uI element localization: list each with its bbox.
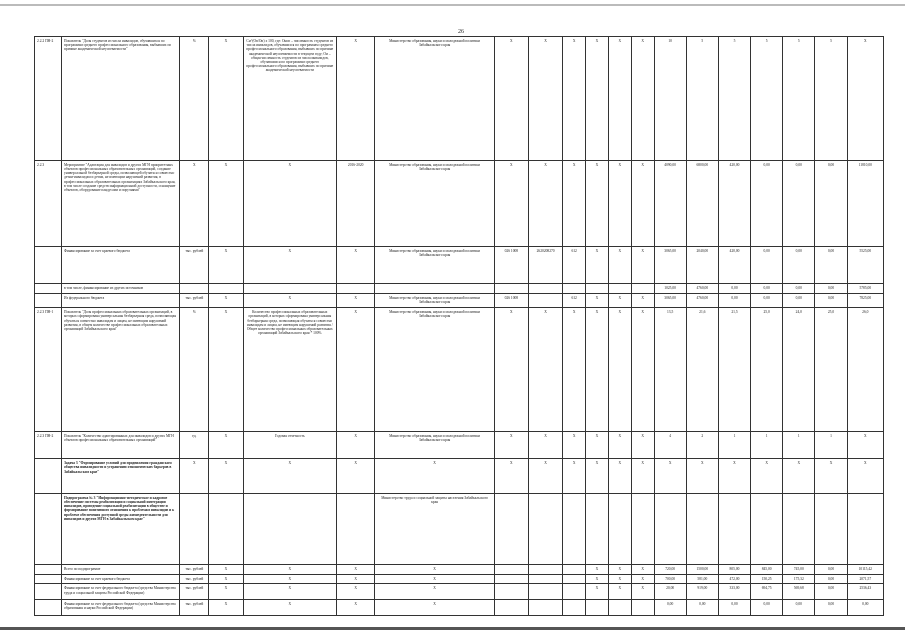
row-name-cell: Финансирование за счет федерального бюджета (средства Министерства образования и науки Российской Федерации): [61, 600, 179, 616]
table-row: [35, 283, 884, 293]
unit-cell: Х: [180, 160, 209, 246]
value-cell: Х: [847, 37, 883, 161]
value-cell: 0,00: [815, 160, 847, 246]
value-cell: Х: [815, 459, 847, 494]
unit-cell: ед.: [180, 431, 209, 458]
code-cell: Х: [494, 160, 528, 246]
value-cell: [686, 493, 718, 564]
source-cell: Х: [209, 160, 243, 246]
code-cell: [528, 493, 562, 564]
value-cell: 5: [718, 37, 750, 161]
value-cell: 0,00: [718, 294, 750, 308]
executor-cell: Х: [375, 459, 494, 494]
value-cell: 720,00: [654, 565, 686, 575]
unit-cell: [180, 283, 209, 293]
method-cell: Х: [243, 565, 336, 575]
value-cell: 1025,00: [654, 283, 686, 293]
code-cell: [608, 600, 631, 616]
code-cell: 026 1008: [494, 246, 528, 283]
code-cell: Х: [631, 160, 654, 246]
value-cell: 0,00: [751, 246, 783, 283]
value-cell: 700,00: [654, 574, 686, 584]
row-number-cell: [35, 459, 62, 494]
value-cell: 5525,00: [847, 246, 883, 283]
table-row: [35, 294, 884, 308]
code-cell: Х: [586, 431, 609, 458]
row-name-cell: Показатель "Доля профессиональных образовательных организаций, в которых сформирована универсальная безбарьерная среда, позволяющая обучаться совместно инвалидам и лицам, не имеющим нарушений развития, в общем количестве профессиональных образовательных организаций Забайкальского края": [61, 308, 179, 432]
value-cell: 805,00: [718, 565, 750, 575]
value-cell: 0,00: [783, 600, 815, 616]
value-cell: [783, 493, 815, 564]
code-cell: [494, 283, 528, 293]
top-scan-edge: [0, 4, 905, 6]
code-cell: Х: [608, 37, 631, 161]
code-cell: [528, 294, 562, 308]
table-row: [35, 600, 884, 616]
value-cell: 2: [686, 431, 718, 458]
unit-cell: %: [180, 37, 209, 161]
code-cell: 612: [563, 294, 586, 308]
method-cell: Х: [243, 600, 336, 616]
code-cell: Х: [563, 431, 586, 458]
term-cell: Х: [337, 431, 375, 458]
code-cell: [494, 584, 528, 600]
term-cell: Х: [337, 294, 375, 308]
code-cell: Х: [586, 160, 609, 246]
table-row: [35, 459, 884, 494]
executor-cell: Х: [375, 584, 494, 600]
unit-cell: тыс. рублей: [180, 565, 209, 575]
code-cell: Х: [494, 37, 528, 161]
code-cell: Х: [528, 431, 562, 458]
value-cell: 3065,00: [654, 294, 686, 308]
value-cell: 333,00: [718, 584, 750, 600]
unit-cell: тыс. рублей: [180, 600, 209, 616]
code-cell: Х: [608, 565, 631, 575]
table-row: [35, 431, 884, 458]
source-cell: Х: [209, 600, 243, 616]
code-cell: Х: [528, 160, 562, 246]
code-cell: Х: [563, 308, 586, 432]
value-cell: [847, 493, 883, 564]
value-cell: Х: [686, 459, 718, 494]
term-cell: [337, 283, 375, 293]
code-cell: Х: [586, 565, 609, 575]
code-cell: Х: [608, 431, 631, 458]
value-cell: 7825,00: [847, 294, 883, 308]
code-cell: Х: [586, 574, 609, 584]
row-number-cell: [35, 574, 62, 584]
value-cell: 0,00: [783, 246, 815, 283]
term-cell: [337, 493, 375, 564]
value-cell: 0,00: [815, 246, 847, 283]
method-cell: Количество профессиональных образовательных организаций, в которых сформирована универсальная безбарьерная среда, позволяющая обучаться совместно инвалидам и лицам, не имеющим нарушений развития / Общее количество профессиональных образовательных организаций Забайкальского края * 100%: [243, 308, 336, 432]
source-cell: Х: [209, 459, 243, 494]
code-cell: [563, 283, 586, 293]
value-cell: 0,00: [718, 283, 750, 293]
source-cell: Х: [209, 37, 243, 161]
source-cell: [209, 493, 243, 564]
value-cell: 845,00: [751, 565, 783, 575]
code-cell: [608, 283, 631, 293]
value-cell: 5: [815, 37, 847, 161]
executor-cell: Министерство образования, науки и молодежной политики Забайкальского края: [375, 37, 494, 161]
value-cell: [718, 493, 750, 564]
value-cell: 0,00: [783, 294, 815, 308]
table-row: [35, 246, 884, 283]
row-name-cell: Финансирование за счет краевого бюджета: [61, 574, 179, 584]
source-cell: Х: [209, 294, 243, 308]
code-cell: Х: [631, 459, 654, 494]
value-cell: 1: [815, 431, 847, 458]
row-name-cell: Мероприятие "Адаптация для инвалидов и других МГН приоритетных объектов профессиональных образовательных организаций, создание универсальной безбарьерной среды, позволяющей обучаться совместно детям-инвалидам и детям, не имеющим нарушений развития, в профессиональных образовательных организациях Забайкальского края, в том числе создание средств информационной доступности, оснащение объектов, оборудование пандусами и поручнями": [61, 160, 179, 246]
row-number-cell: 2.2.2 ПН-2: [35, 37, 62, 161]
code-cell: 026 1008: [494, 294, 528, 308]
value-cell: 0,00: [815, 600, 847, 616]
code-cell: Х: [631, 294, 654, 308]
value-cell: 3065,00: [654, 246, 686, 283]
value-cell: 745,00: [783, 565, 815, 575]
row-number-cell: [35, 565, 62, 575]
row-number-cell: 2.2.3: [35, 160, 62, 246]
value-cell: 0,00: [815, 584, 847, 600]
code-cell: Х: [586, 459, 609, 494]
code-cell: [563, 574, 586, 584]
value-cell: 1500,00: [686, 565, 718, 575]
value-cell: 4090,00: [654, 160, 686, 246]
code-cell: [563, 584, 586, 600]
code-cell: Х: [528, 459, 562, 494]
executor-cell: Министерство образования, науки и молодежной политики Забайкальского края: [375, 246, 494, 283]
method-cell: Х: [243, 584, 336, 600]
value-cell: 21,5: [718, 308, 750, 432]
code-cell: [528, 283, 562, 293]
value-cell: 919,00: [686, 584, 718, 600]
code-cell: Х: [608, 160, 631, 246]
value-cell: 0,00: [847, 600, 883, 616]
method-cell: Х: [243, 574, 336, 584]
value-cell: 2040,00: [686, 246, 718, 283]
value-cell: 25,0: [815, 308, 847, 432]
row-number-cell: 2.2.3 ПН-1: [35, 308, 62, 432]
method-cell: Х: [243, 294, 336, 308]
row-number-cell: [35, 493, 62, 564]
value-cell: 0,00: [815, 283, 847, 293]
code-cell: Х: [494, 308, 528, 432]
row-number-cell: [35, 294, 62, 308]
value-cell: Х: [751, 459, 783, 494]
value-cell: 472,00: [718, 574, 750, 584]
value-cell: 0,00: [815, 574, 847, 584]
value-cell: [815, 493, 847, 564]
term-cell: Х: [337, 565, 375, 575]
code-cell: Х: [586, 308, 609, 432]
row-number-cell: [35, 584, 62, 600]
method-cell: [243, 283, 336, 293]
term-cell: Х: [337, 37, 375, 161]
value-cell: Х: [847, 459, 883, 494]
value-cell: 420,00: [718, 246, 750, 283]
code-cell: [494, 493, 528, 564]
value-cell: 25,0: [751, 308, 783, 432]
code-cell: 612: [563, 246, 586, 283]
value-cell: 13,5: [654, 308, 686, 432]
code-cell: [528, 600, 562, 616]
code-cell: Х: [608, 459, 631, 494]
code-cell: [494, 574, 528, 584]
code-cell: [494, 600, 528, 616]
code-cell: Х: [586, 584, 609, 600]
value-cell: 0,00: [654, 600, 686, 616]
value-cell: 2536,43: [847, 584, 883, 600]
value-cell: 1: [751, 431, 783, 458]
source-cell: Х: [209, 431, 243, 458]
code-cell: Х: [586, 294, 609, 308]
code-cell: Х: [494, 459, 528, 494]
code-cell: Х: [608, 294, 631, 308]
value-cell: 420,00: [718, 160, 750, 246]
source-cell: Х: [209, 565, 243, 575]
code-cell: [528, 565, 562, 575]
program-indicators-table: [34, 36, 884, 616]
value-cell: 4760,00: [686, 294, 718, 308]
value-cell: 21,6: [686, 308, 718, 432]
unit-cell: тыс. рублей: [180, 574, 209, 584]
row-number-cell: [35, 246, 62, 283]
table-row: [35, 574, 884, 584]
unit-cell: Х: [180, 459, 209, 494]
value-cell: 5785,00: [847, 283, 883, 293]
row-name-cell: Задача 3 "Формирование условий для продвижения гражданского общества инвалидности и устранению отношенческих барьеров в Забайкальском крае": [61, 459, 179, 494]
row-name-cell: Показатель "Доля студентов из числа инвалидов, обучавшихся по программам среднего профессионального образования, выбывших по причине академической неуспеваемости": [61, 37, 179, 161]
row-name-cell: Всего по подпрограмме: [61, 565, 179, 575]
code-cell: Х: [528, 308, 562, 432]
page-number: 26: [458, 29, 464, 35]
code-cell: Х: [608, 584, 631, 600]
value-cell: 0,00: [751, 600, 783, 616]
method-cell: Х: [243, 160, 336, 246]
code-cell: [563, 600, 586, 616]
code-cell: [608, 493, 631, 564]
value-cell: 150,25: [751, 574, 783, 584]
term-cell: 2016-2020: [337, 160, 375, 246]
table-row: [35, 493, 884, 564]
bottom-scan-edge: [0, 627, 905, 630]
term-cell: Х: [337, 459, 375, 494]
row-name-cell: Финансирование за счет федерального бюджета (средства Министерства труда и социальной защиты Российской Федерации): [61, 584, 179, 600]
value-cell: 11810,00: [847, 160, 883, 246]
code-cell: [528, 584, 562, 600]
code-cell: [631, 283, 654, 293]
value-cell: 6800,00: [686, 160, 718, 246]
executor-cell: Министерство труда и социальной защиты населения Забайкальского края: [375, 493, 494, 564]
code-cell: Х: [631, 574, 654, 584]
code-cell: Х: [608, 574, 631, 584]
value-cell: 24,0: [783, 308, 815, 432]
code-cell: Х: [563, 37, 586, 161]
value-cell: [751, 493, 783, 564]
term-cell: Х: [337, 246, 375, 283]
value-cell: 0,00: [686, 600, 718, 616]
code-cell: Х: [528, 37, 562, 161]
executor-cell: Х: [375, 574, 494, 584]
method-cell: Х: [243, 459, 336, 494]
table-row: [35, 37, 884, 161]
code-cell: Х: [631, 246, 654, 283]
code-cell: Х: [494, 431, 528, 458]
executor-cell: [375, 283, 494, 293]
unit-cell: тыс. рублей: [180, 246, 209, 283]
code-cell: Х: [631, 565, 654, 575]
unit-cell: %: [180, 308, 209, 432]
value-cell: Х: [718, 459, 750, 494]
code-cell: [586, 600, 609, 616]
method-cell: Годовая отчетность: [243, 431, 336, 458]
code-cell: Х: [563, 459, 586, 494]
code-cell: Х: [586, 37, 609, 161]
executor-cell: Министерство образования, науки и молодежной политики Забайкальского края: [375, 160, 494, 246]
value-cell: 0,00: [783, 283, 815, 293]
code-cell: Х: [631, 37, 654, 161]
code-cell: Х: [631, 431, 654, 458]
value-cell: 20,00: [654, 584, 686, 600]
code-cell: Х: [563, 160, 586, 246]
source-cell: Х: [209, 246, 243, 283]
unit-cell: тыс. рублей: [180, 584, 209, 600]
row-number-cell: 2.2.3 ПН-2: [35, 431, 62, 458]
term-cell: Х: [337, 574, 375, 584]
value-cell: 5: [751, 37, 783, 161]
value-cell: Х: [783, 459, 815, 494]
value-cell: 0,00: [815, 294, 847, 308]
value-cell: 0,00: [751, 160, 783, 246]
method-cell: Х: [243, 246, 336, 283]
table-row: [35, 565, 884, 575]
executor-cell: Министерство образования, науки и молодежной политики Забайкальского края: [375, 431, 494, 458]
row-name-cell: в том числе, финансирование из других источников: [61, 283, 179, 293]
value-cell: 2071,57: [847, 574, 883, 584]
row-number-cell: [35, 283, 62, 293]
value-cell: 0,00: [718, 600, 750, 616]
code-cell: Х: [631, 308, 654, 432]
value-cell: 4: [654, 431, 686, 458]
code-cell: Х: [608, 308, 631, 432]
unit-cell: [180, 493, 209, 564]
code-cell: [563, 565, 586, 575]
value-cell: [654, 493, 686, 564]
value-cell: 175,32: [783, 574, 815, 584]
table-row: [35, 308, 884, 432]
code-cell: [586, 493, 609, 564]
value-cell: Х: [847, 431, 883, 458]
code-cell: [494, 565, 528, 575]
value-cell: 0,00: [783, 160, 815, 246]
executor-cell: Министерство образования, науки и молодежной политики Забайкальского края: [375, 294, 494, 308]
value-cell: 10: [654, 37, 686, 161]
value-cell: 26,0: [847, 308, 883, 432]
code-cell: Х: [631, 584, 654, 600]
source-cell: Х: [209, 574, 243, 584]
value-cell: 5: [783, 37, 815, 161]
executor-cell: Министерство образования, науки и молодежной политики Забайкальского края: [375, 308, 494, 432]
value-cell: 5: [686, 37, 718, 161]
code-cell: 2620208270: [528, 246, 562, 283]
term-cell: Х: [337, 308, 375, 432]
value-cell: 10115,42: [847, 565, 883, 575]
source-cell: Х: [209, 584, 243, 600]
value-cell: 4760,00: [686, 283, 718, 293]
source-cell: Х: [209, 308, 243, 432]
table-row: [35, 584, 884, 600]
method-cell: Сн^(Ов/Ои) х 100, где: Оноп – численность студентов из числа инвалидов, обучавшихся по программам среднего профессионального образования, выбывших по причине академической неуспеваемости в текущем году; Ои – общая численность студентов из числа инвалидов, обучавшихся по программам среднего профессионального образования, выбывших по причине академической неуспеваемости: [243, 37, 336, 161]
term-cell: Х: [337, 600, 375, 616]
code-cell: [631, 600, 654, 616]
value-cell: 569,68: [783, 584, 815, 600]
code-cell: [563, 493, 586, 564]
row-number-cell: [35, 600, 62, 616]
code-cell: Х: [608, 246, 631, 283]
executor-cell: Х: [375, 565, 494, 575]
value-cell: 0,00: [815, 565, 847, 575]
term-cell: Х: [337, 584, 375, 600]
executor-cell: Х: [375, 600, 494, 616]
table-row: [35, 160, 884, 246]
row-name-cell: Подпрограмма № 3 "Информационно-методическое и кадровое обеспечение системы реабилитации и социальной интеграции инвалидов, проведение социальной реабилитации в обществе и формирование позитивного отношения к проблемам инвалидов и к проблеме обеспечения доступной среды жизнедеятельности для инвалидов и других МГН в Забайкальском крае": [61, 493, 179, 564]
value-cell: 0,00: [751, 283, 783, 293]
method-cell: [243, 493, 336, 564]
value-cell: 1: [783, 431, 815, 458]
code-cell: Х: [586, 246, 609, 283]
value-cell: 694,75: [751, 584, 783, 600]
value-cell: 0,00: [751, 294, 783, 308]
value-cell: 581,00: [686, 574, 718, 584]
row-name-cell: Финансирование за счет краевого бюджета: [61, 246, 179, 283]
row-name-cell: Из федерального бюджета: [61, 294, 179, 308]
value-cell: 1: [718, 431, 750, 458]
unit-cell: тыс. рублей: [180, 294, 209, 308]
source-cell: [209, 283, 243, 293]
value-cell: Х: [654, 459, 686, 494]
row-name-cell: Показатель "Количество адаптированных для инвалидов и других МГН объектов профессиональных образовательных организаций": [61, 431, 179, 458]
code-cell: [586, 283, 609, 293]
code-cell: [528, 574, 562, 584]
code-cell: [631, 493, 654, 564]
